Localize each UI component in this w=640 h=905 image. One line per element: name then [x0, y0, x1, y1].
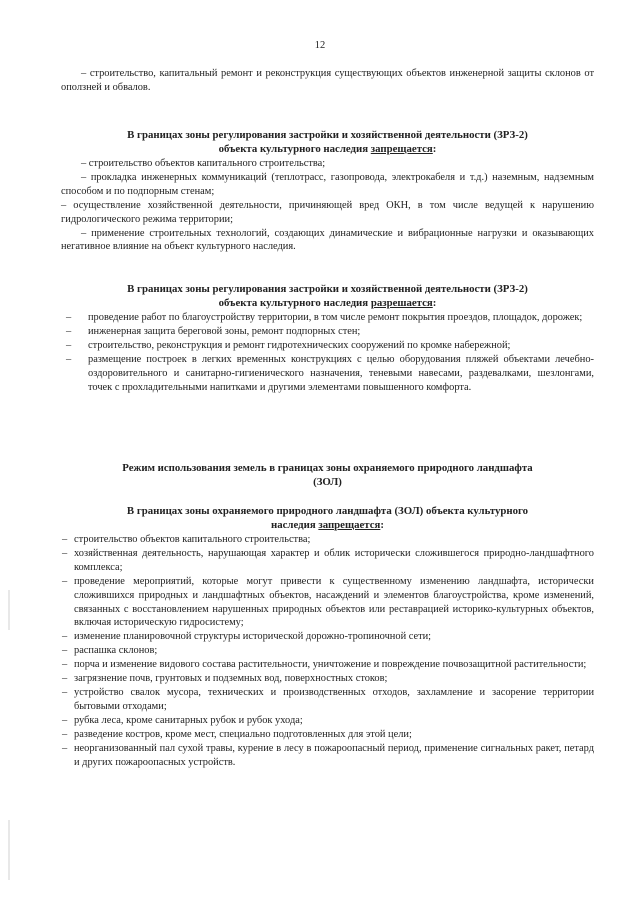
- heading-keyword: запрещается: [318, 519, 381, 531]
- list-item: – загрязнение почв, грунтовых и подземных вод, поверхностных стоков;: [61, 672, 594, 686]
- section-heading: Режим использования земель в границах зоны охраняемого природного ландшафта (ЗОЛ): [122, 462, 533, 488]
- list-item: – изменение планировочной структуры исторической дорожно-тропиночной сети;: [61, 630, 594, 644]
- allowed-list: [61, 311, 594, 394]
- list-item: – хозяйственная деятельность, нарушающая характер и облик исторически сложившегося природно-ландшафтного комплекса;: [61, 547, 594, 575]
- section-heading: В границах зоны охраняемого природного ландшафта (ЗОЛ) объекта культурного наследия запрещается:: [126, 505, 529, 531]
- intro-section: [61, 67, 594, 95]
- zol-regime-section: [61, 461, 594, 489]
- list-item: – неорганизованный пал сухой травы, курение в лесу в пожароопасный период, применение сигнальных ракет, петард и других пожароопасных устройств.: [61, 742, 594, 770]
- page-number: 12: [314, 40, 326, 51]
- list-item: – прокладка инженерных коммуникаций (теплотрасс, газопровода, электрокабеля и т.д.) наземным, надземным способом и по подпорным стенам;: [61, 171, 594, 197]
- zol-forbidden-section: [61, 504, 594, 769]
- list-item: – строительство объектов капитального строительства;: [61, 533, 594, 547]
- list-item: – применение строительных технологий, создающих динамические и вибрационные нагрузки и оказывающих негативное влияние на объект культурного наследия.: [61, 227, 594, 253]
- zrz2-forbidden-section: [61, 128, 594, 254]
- intro-paragraph: – строительство, капитальный ремонт и реконструкция существующих объектов инженерной защиты склонов от оползней и обвалов.: [61, 68, 594, 93]
- scan-margin-mark: [8, 820, 10, 880]
- list-item: – рубка леса, кроме санитарных рубок и рубок ухода;: [61, 714, 594, 728]
- heading-keyword: запрещается: [370, 143, 433, 155]
- list-item: – строительство объектов капитального строительства;: [81, 158, 326, 169]
- section-heading: В границах зоны регулирования застройки и хозяйственной деятельности (ЗРЗ-2) объекта культурного наследия разрешается:: [127, 283, 528, 309]
- scan-margin-mark: [8, 590, 10, 630]
- list-item: – строительство, реконструкция и ремонт гидротехнических сооружений по кромке набережной;: [61, 339, 594, 353]
- heading-keyword: разрешается: [370, 297, 433, 309]
- list-item: – разведение костров, кроме мест, специально подготовленных для этой цели;: [61, 728, 594, 742]
- list-item: – проведение работ по благоустройству территории, в том числе ремонт покрытия проездов, площадок, дорожек;: [61, 311, 594, 325]
- list-item: – размещение построек в легких временных конструкциях с целью оборудования пляжей объектами лечебно-оздоровительного и санитарно-гигиенического назначения, теневыми навесами, раздевалками, шезлонгами, точек с прохладительными напитками и другими элементами повышенного комфорта.: [61, 353, 594, 395]
- zrz2-allowed-section: [61, 282, 594, 394]
- list-item: – осуществление хозяйственной деятельности, причиняющей вред ОКН, в том числе ведущей к нарушению гидрологического режима территории;: [61, 199, 594, 225]
- list-item: – инженерная защита береговой зоны, ремонт подпорных стен;: [61, 325, 594, 339]
- list-item: – распашка склонов;: [61, 644, 594, 658]
- list-item: – проведение мероприятий, которые могут привести к существенному изменению ландшафта, исторически сложившихся природных и ландшафтных объектов, насаждений и элементов благоустройства, кроме изменений, связанных с восстановлением нарушенных природных объектов или реставрацией историко-культурных объектов, включая историческую гидросистему;: [61, 575, 594, 631]
- forbidden-list: [61, 533, 594, 769]
- section-heading: В границах зоны регулирования застройки и хозяйственной деятельности (ЗРЗ-2) объекта культурного наследия запрещается:: [127, 129, 528, 155]
- list-item: – устройство свалок мусора, технических и производственных отходов, захламление и засорение территории бытовыми отходами;: [61, 686, 594, 714]
- list-item: – порча и изменение видового состава растительности, уничтожение и повреждение почвозащитной растительности;: [61, 658, 594, 672]
